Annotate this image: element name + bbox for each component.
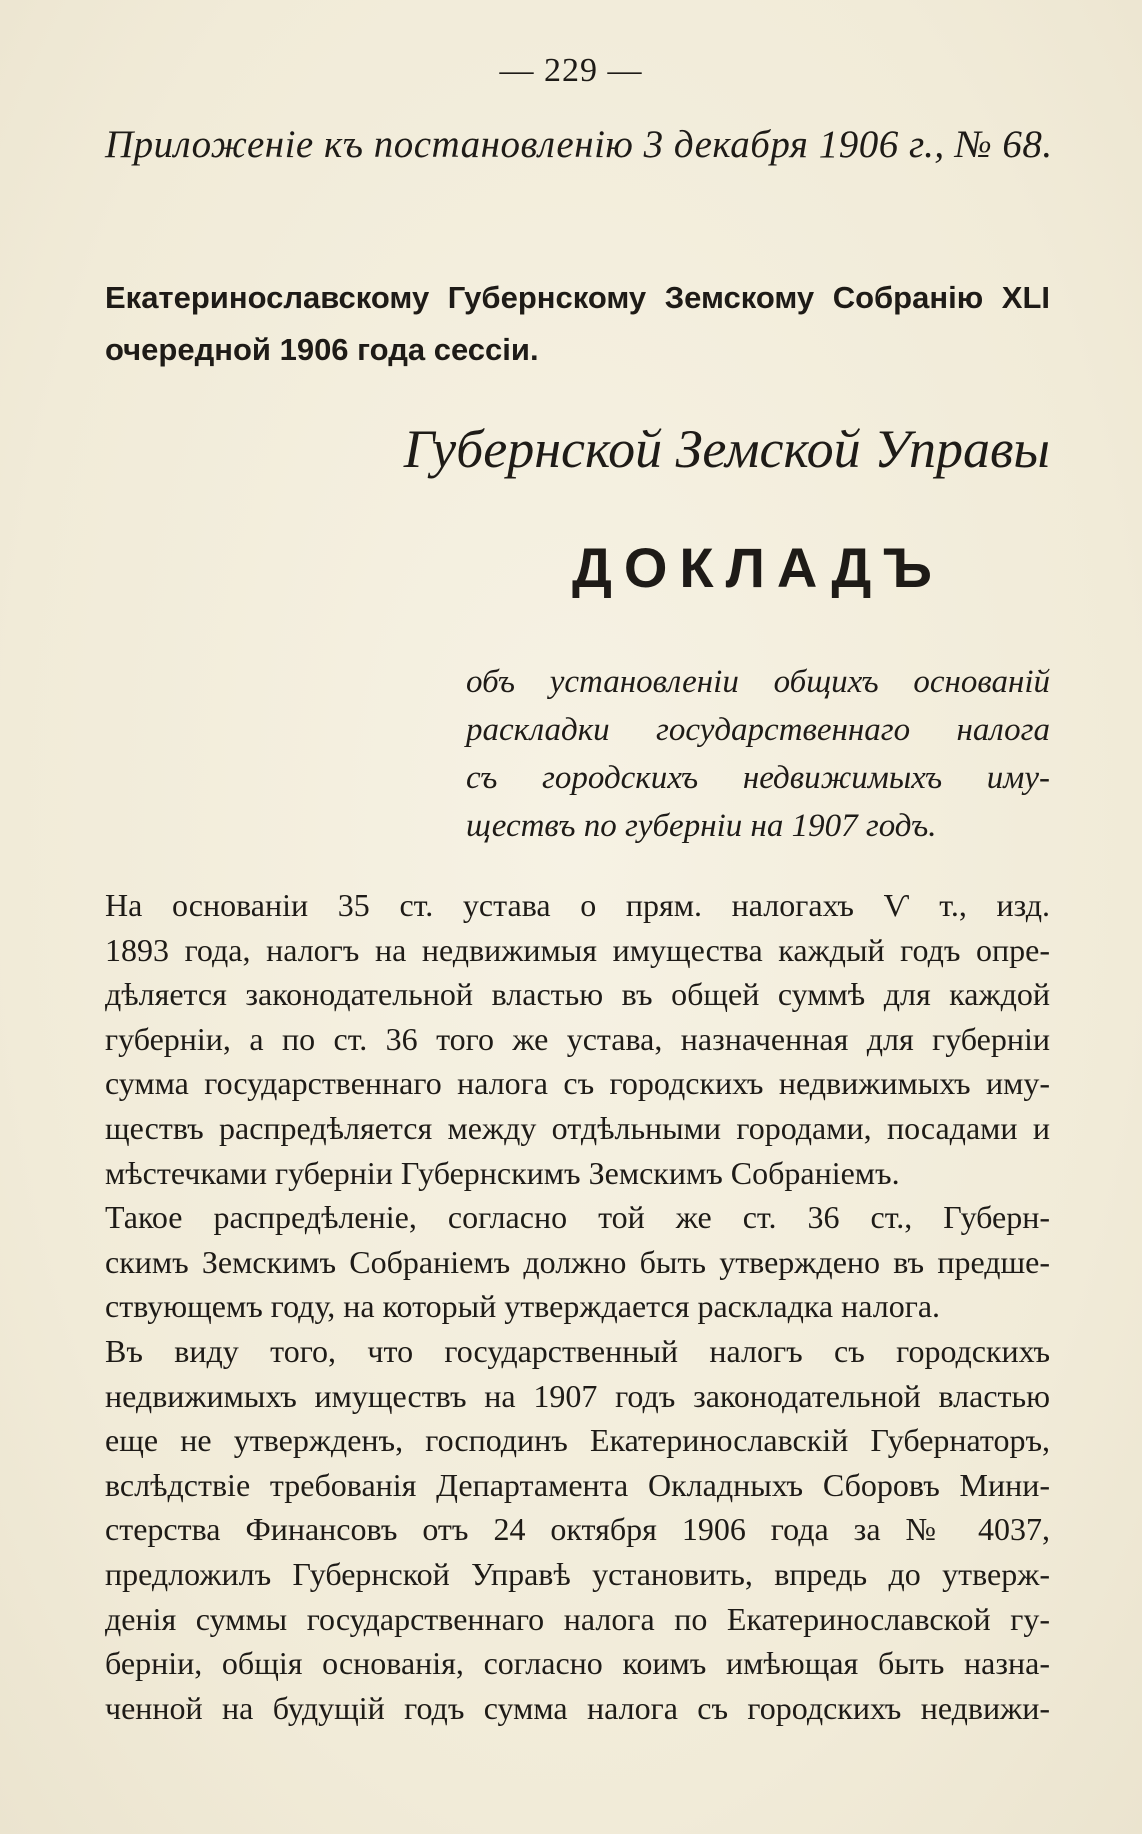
body-line: Въ виду того, что государственный налогъ съ городскихъ <box>105 1332 1050 1369</box>
appendix-line: Приложеніе къ постановленію 3 декабря 1906 г., № 68. <box>105 123 1053 166</box>
body-line: дѣляется законодательной властью въ общей суммѣ для каждой <box>105 976 1050 1013</box>
page-number: — 229 — <box>499 52 643 89</box>
authority-heading: Губернской Земской Управы <box>403 419 1050 479</box>
body-line: 1893 года, налогъ на недвижимыя имущества каждый годъ опре- <box>105 931 1050 968</box>
document-title: ДОКЛАДЪ <box>571 536 944 599</box>
body-line: губерніи, а по ст. 36 того же устава, назначенная для губерніи <box>105 1020 1050 1057</box>
body-line: денія суммы государственнаго налога по Екатеринославской гу- <box>105 1600 1050 1637</box>
paragraph-first-line: На основаніи 35 ст. устава о прям. налогахъ Ѵ т., изд. <box>105 887 1050 923</box>
subject-line: съ городскихъ недвижимыхъ иму- <box>466 760 1050 796</box>
body-line <box>105 883 1050 928</box>
body-line: Такое распредѣленіе, согласно той же ст. 36 ст., Губерн- <box>105 1199 1050 1236</box>
body-line: ществъ распредѣляется между отдѣльными городами, посадами и <box>105 1109 1050 1146</box>
subject-line: раскладки государственнаго налога <box>466 712 1050 748</box>
report-subject <box>466 658 1050 850</box>
body-line: еще не утвержденъ, господинъ Екатеринославскій Губернаторъ, <box>105 1422 1050 1459</box>
body-line: ченной на будущій годъ сумма налога съ городскихъ недвижи- <box>105 1689 1050 1726</box>
subject-line: объ установленіи общихъ основаній <box>466 664 1050 700</box>
body-text <box>105 883 1050 1730</box>
body-line: вслѣдствіе требованія Департамента Окладныхъ Сборовъ Мини- <box>105 1466 1050 1503</box>
body-line: берніи, общія основанія, согласно коимъ имѣющая быть назна- <box>105 1645 1050 1682</box>
body-line: недвижимыхъ имуществъ на 1907 годъ законодательной властью <box>105 1377 1050 1414</box>
body-line: стерства Финансовъ отъ 24 октября 1906 года за № 4037, <box>105 1511 1050 1548</box>
body-line: сумма государственнаго налога съ городскихъ недвижимыхъ иму- <box>105 1065 1050 1102</box>
body-line: предложилъ Губернской Управѣ установить, впредь до утверж- <box>105 1555 1050 1592</box>
body-line: ствующемъ году, на который утверждается раскладка налога. <box>105 1288 941 1325</box>
address-heading: Екатеринославскому Губернскому Земскому Собранію XLI очередной 1906 года сессіи. <box>105 280 1050 367</box>
body-line: мѣстечками губерніи Губернскимъ Земскимъ Собраніемъ. <box>105 1154 900 1191</box>
subject-line: ществъ по губерніи на 1907 годъ. <box>466 808 937 844</box>
body-line: скимъ Земскимъ Собраніемъ должно быть утверждено въ предше- <box>105 1243 1050 1280</box>
